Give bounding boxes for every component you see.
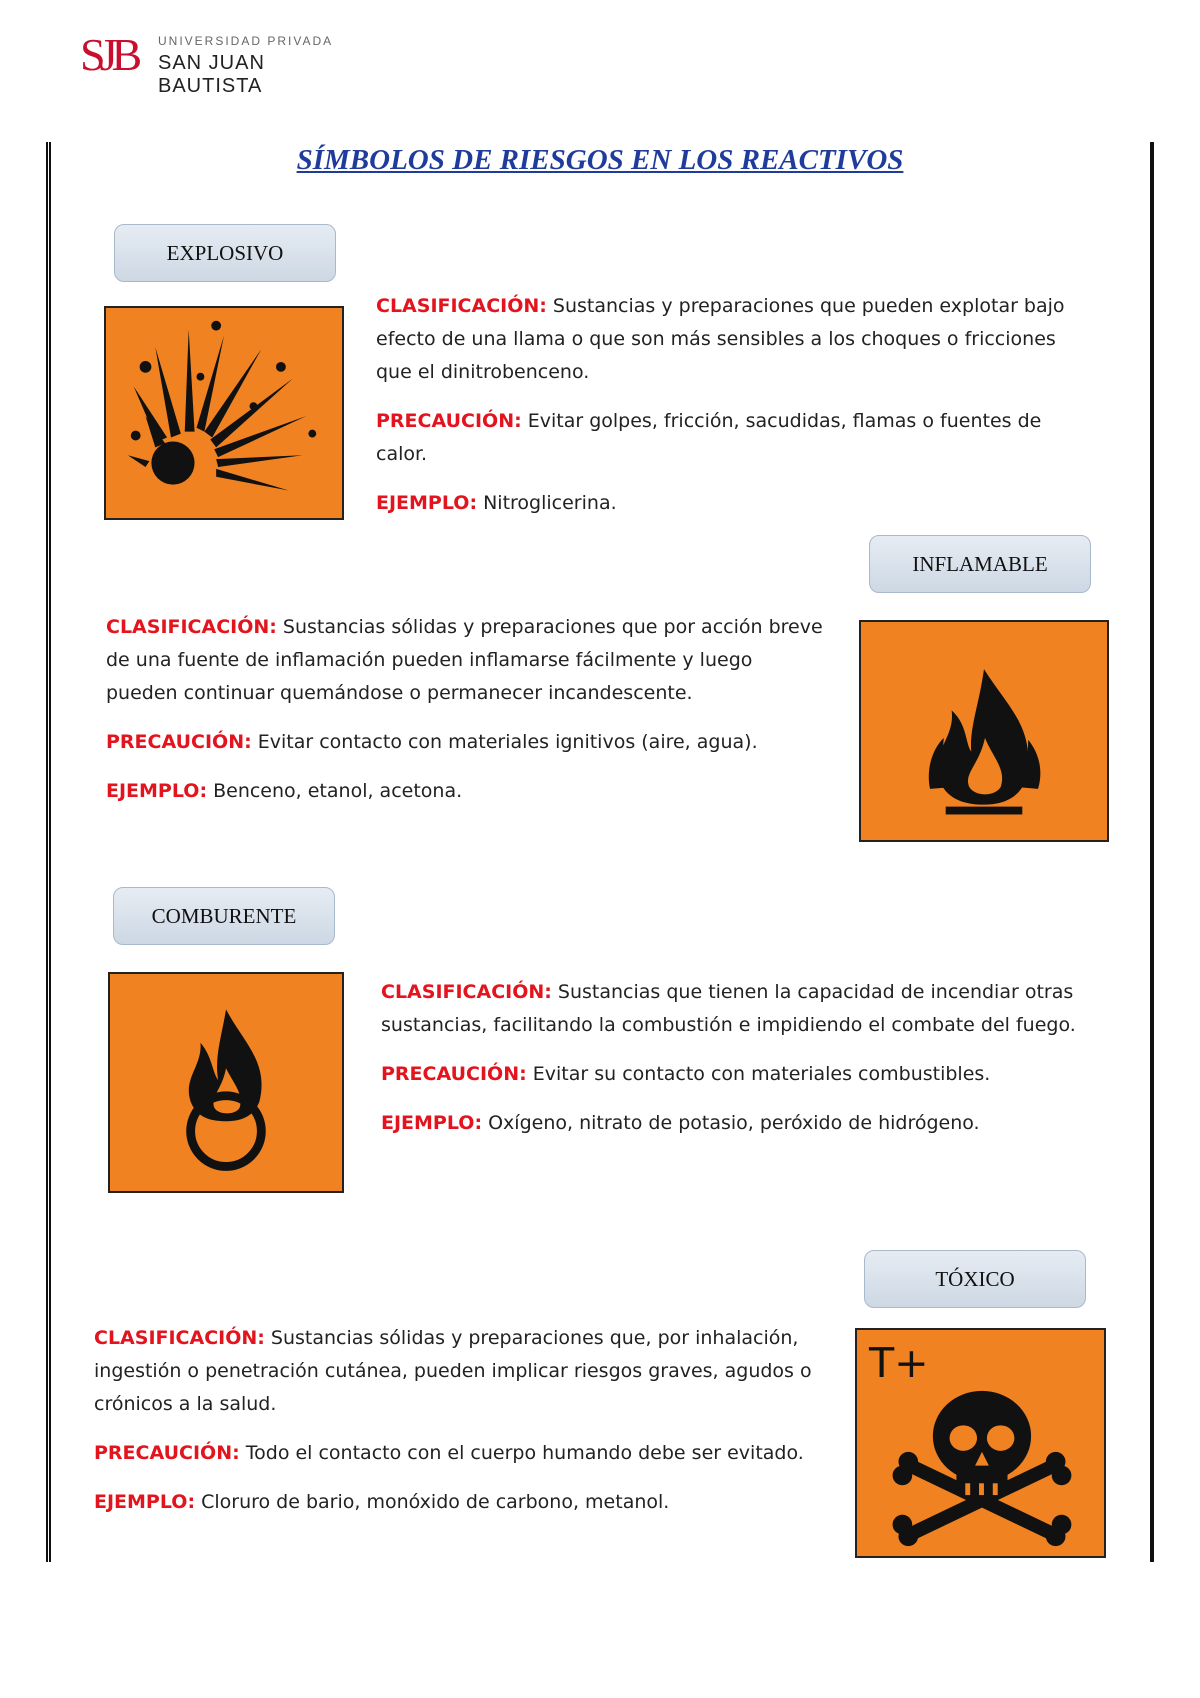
comburente-clasificacion: Sustancias que tienen la capacidad de incendiar otras sustancias, facilitando la combustión e impidiendo el combate del fuego. xyxy=(381,981,1076,1036)
university-logo xyxy=(72,18,372,97)
label-clasificacion: CLASIFICACIÓN: xyxy=(376,295,547,317)
badge-explosivo: EXPLOSIVO xyxy=(114,224,336,282)
logo-initials: SJB xyxy=(80,29,137,80)
label-ejemplo: EJEMPLO: xyxy=(94,1491,196,1513)
toxico-precaucion: Todo el contacto con el cuerpo humando debe ser evitado. xyxy=(245,1442,804,1464)
page-title: SÍMBOLOS DE RIESGOS EN LOS REACTIVOS xyxy=(296,144,904,176)
label-precaucion: PRECAUCIÓN: xyxy=(106,731,252,753)
explosivo-ejemplo: Nitroglicerina. xyxy=(483,492,617,514)
label-ejemplo: EJEMPLO: xyxy=(381,1112,483,1134)
explosivo-description xyxy=(376,290,1086,536)
flame-over-circle-icon xyxy=(108,972,344,1193)
frame-right-border xyxy=(1150,142,1154,1562)
label-clasificacion: CLASIFICACIÓN: xyxy=(381,981,552,1003)
inflamable-description xyxy=(106,611,826,824)
inflamable-precaucion: Evitar contacto con materiales ignitivos (aire, agua). xyxy=(257,731,758,753)
toxico-ejemplo: Cloruro de bario, monóxido de carbono, metanol. xyxy=(201,1491,670,1513)
flame-icon xyxy=(859,620,1109,842)
logo-line2: SAN JUAN BAUTISTA xyxy=(158,52,265,97)
frame-left-border xyxy=(46,142,51,1562)
label-clasificacion: CLASIFICACIÓN: xyxy=(94,1327,265,1349)
logo-line1: UNIVERSIDAD PRIVADA xyxy=(158,34,334,48)
label-precaucion: PRECAUCIÓN: xyxy=(381,1063,527,1085)
comburente-description xyxy=(381,976,1091,1156)
label-ejemplo: EJEMPLO: xyxy=(106,780,208,802)
skull-crossbones-icon xyxy=(855,1328,1106,1558)
badge-inflamable: INFLAMABLE xyxy=(869,535,1091,593)
inflamable-ejemplo: Benceno, etanol, acetona. xyxy=(213,780,463,802)
explosivo-precaucion: Evitar golpes, fricción, sacudidas, flamas o fuentes de calor. xyxy=(376,410,1042,465)
label-precaucion: PRECAUCIÓN: xyxy=(94,1442,240,1464)
toxico-description xyxy=(94,1322,824,1535)
badge-comburente: COMBURENTE xyxy=(113,887,335,945)
label-ejemplo: EJEMPLO: xyxy=(376,492,478,514)
explosivo-clasificacion: Sustancias y preparaciones que pueden explotar bajo efecto de una llama o que son más sensibles a los choques o fricciones que el dinitrobenceno. xyxy=(376,295,1065,383)
badge-toxico: TÓXICO xyxy=(864,1250,1086,1308)
label-precaucion: PRECAUCIÓN: xyxy=(376,410,522,432)
toxico-clasificacion: Sustancias sólidas y preparaciones que, por inhalación, ingestión o penetración cutánea, pueden implicar riesgos graves, agudos o crónicos a la salud. xyxy=(94,1327,812,1415)
toxic-mark: T+ xyxy=(868,1339,929,1388)
comburente-precaucion: Evitar su contacto con materiales combustibles. xyxy=(532,1063,991,1085)
comburente-ejemplo: Oxígeno, nitrato de potasio, peróxido de hidrógeno. xyxy=(488,1112,980,1134)
explosion-icon xyxy=(104,306,344,520)
label-clasificacion: CLASIFICACIÓN: xyxy=(106,616,277,638)
inflamable-clasificacion: Sustancias sólidas y preparaciones que por acción breve de una fuente de inflamación pueden inflamarse fácilmente y luego pueden continuar quemándose o permanecer incandescente. xyxy=(106,616,823,704)
